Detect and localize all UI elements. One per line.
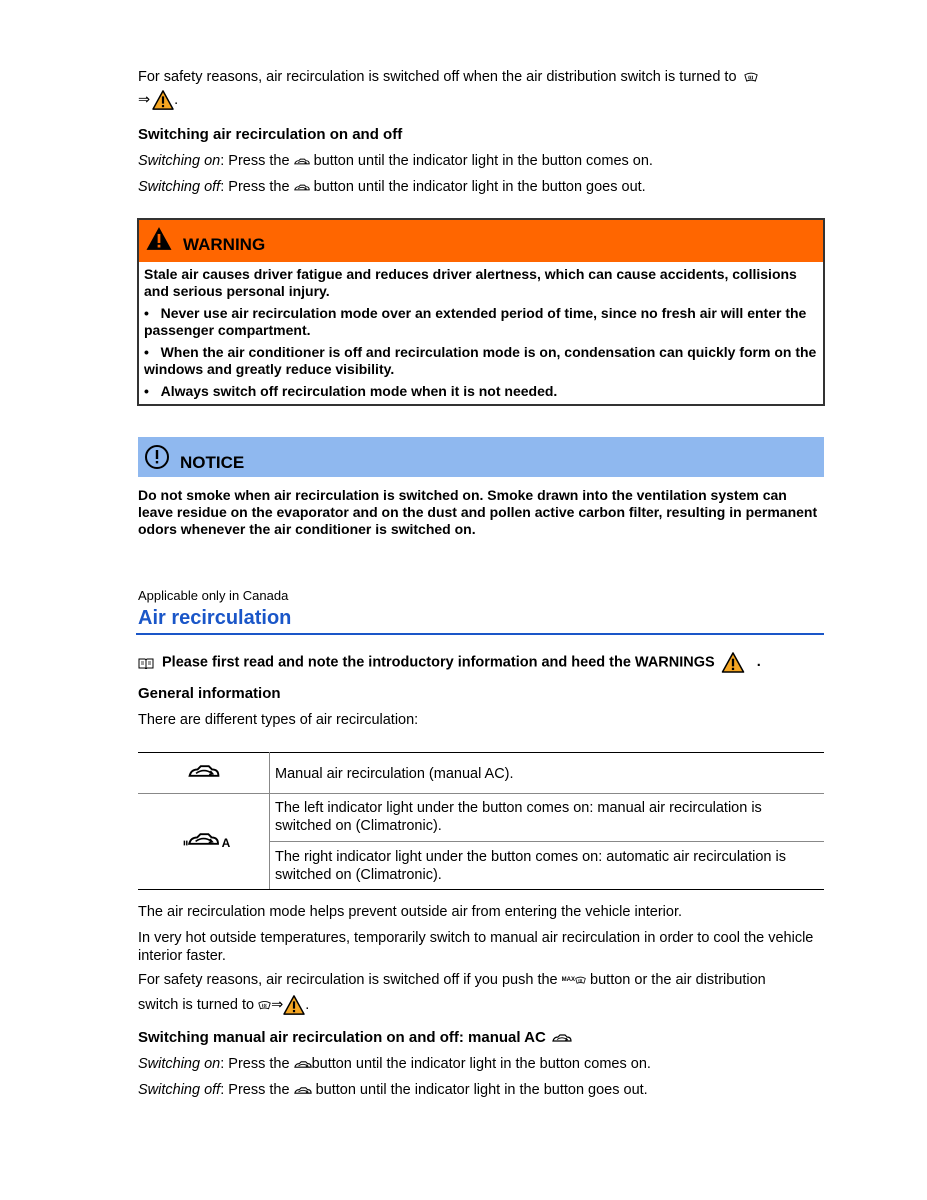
- notice-box: [138, 437, 824, 538]
- notice-title: NOTICE: [180, 453, 245, 472]
- intro-end: .: [174, 91, 179, 108]
- warning-bullet: [144, 344, 818, 378]
- table-text-cell: Manual air recirculation (manual AC).: [275, 766, 514, 782]
- warning-bullet: [144, 305, 818, 339]
- table-row: [138, 794, 824, 842]
- intro-paragraph: [138, 68, 824, 110]
- recirculation-types-table: [138, 752, 824, 890]
- car-recirculation-icon: [294, 157, 310, 166]
- section-heading: Switching manual air recirculation on and off: manual AC: [138, 1029, 546, 1046]
- bullet-text: When the air conditioner is off and recirculation mode is on, condensation can quickly form on the windows and greatly reduce visibility.: [144, 344, 817, 377]
- section-switching-recirculation: [138, 126, 824, 196]
- switching-on-text: : Press the: [220, 1056, 290, 1072]
- windshield-defrost-icon: [258, 1000, 271, 1011]
- warning-triangle-icon: [283, 995, 305, 1015]
- switching-off-text: : Press the: [220, 179, 290, 195]
- car-recirculation-icon: [552, 1033, 572, 1043]
- page-title: Air recirculation: [138, 607, 292, 629]
- paragraph: In very hot outside temperatures, temporarily switch to manual air recirculation in order to cool the vehicle interior faster.: [138, 930, 814, 964]
- open-book-icon: [138, 657, 154, 669]
- safety-text: For safety reasons, air recirculation is switched off if you push the: [138, 972, 558, 988]
- intro-text: For safety reasons, air recirculation is switched off when the air distribution switch is turned to: [138, 69, 737, 85]
- max-defrost-icon: [562, 971, 586, 989]
- notice-text: Do not smoke when air recirculation is switched on. Smoke drawn into the ventilation system can leave residue on the evaporator and on the dust and pollen active carbon filter, resulting in permanent odors whenever the air conditioner is switched on.: [138, 487, 818, 537]
- switching-on-label: Switching on: [138, 153, 221, 169]
- bullet-text: Never use air recirculation mode over an extended period of time, since no fresh air will enter the passenger compartment.: [144, 305, 807, 338]
- arrow-symbol: ⇒: [271, 997, 284, 1014]
- warning-triangle-icon: [721, 652, 745, 673]
- bullet-dot: •: [144, 305, 149, 321]
- windshield-defrost-icon: [744, 72, 758, 83]
- table-text-cell: The left indicator light under the button comes on: manual air recirculation is switched on (Climatronic).: [275, 800, 762, 834]
- warning-box: [137, 218, 825, 406]
- title-divider: [136, 633, 824, 635]
- read-first-text: Please first read and note the introductory information and heed the WARNINGS: [162, 654, 715, 671]
- switching-on-label: Switching on: [138, 1056, 221, 1072]
- warning-text: Stale air causes driver fatigue and reduces driver alertness, which can cause accidents, collisions and serious personal injury.: [144, 266, 797, 299]
- car-recirculation-icon: [186, 763, 222, 779]
- warning-body: [139, 262, 823, 404]
- car-recirculation-icon: [294, 183, 310, 192]
- auto-letter: A: [221, 836, 231, 851]
- paragraph: The air recirculation mode helps prevent outside air from entering the vehicle interior.: [138, 904, 683, 920]
- general-text: There are different types of air recirculation:: [138, 712, 419, 728]
- table-row: [138, 753, 824, 794]
- read-first-end: .: [756, 654, 761, 671]
- switching-on-rest: button until the indicator light in the button comes on.: [311, 1056, 651, 1072]
- car-recirculation-icon: [294, 1086, 312, 1095]
- table-icon-cell: [138, 753, 270, 794]
- exclamation-circle-icon: [144, 444, 170, 470]
- switching-on-text: : Press the: [220, 153, 290, 169]
- switching-off-label: Switching off: [138, 179, 221, 195]
- car-recirculation-auto-icon: [182, 831, 222, 847]
- switching-on-rest: button until the indicator light in the button comes on.: [313, 153, 653, 169]
- switching-off-label: Switching off: [138, 1082, 221, 1098]
- warning-title: WARNING: [183, 235, 266, 254]
- windshield-defrost-icon: [575, 976, 586, 985]
- read-first-note: [138, 652, 761, 673]
- table-text-cell: The right indicator light under the button comes on: automatic air recirculation is switched on (Climatronic).: [275, 849, 786, 883]
- bullet-dot: •: [144, 344, 149, 360]
- applicability-note: Applicable only in Canada: [138, 588, 289, 603]
- warning-bullet: [144, 383, 818, 400]
- safety-text-3: switch is turned to: [138, 997, 255, 1014]
- safety-text-2: button or the air distribution: [590, 972, 766, 988]
- warning-header: [139, 220, 823, 262]
- car-recirculation-icon: [294, 1060, 312, 1069]
- bullet-dot: •: [144, 383, 149, 399]
- warning-triangle-icon: [145, 226, 173, 251]
- section-manual-recirculation: [138, 1029, 824, 1099]
- bullet-text: Always switch off recirculation mode when it is not needed.: [160, 383, 558, 399]
- notice-header: [138, 437, 824, 477]
- max-label: MAX: [561, 977, 575, 984]
- section-heading: Switching air recirculation on and off: [138, 126, 403, 143]
- table-icon-cell: [138, 794, 270, 890]
- safety-paragraph: [138, 971, 824, 1015]
- general-heading: General information: [138, 685, 281, 702]
- warning-triangle-icon: [152, 90, 174, 110]
- switching-off-rest: button until the indicator light in the button goes out.: [313, 179, 646, 195]
- arrow-symbol: ⇒: [138, 91, 151, 108]
- safety-end: .: [305, 997, 310, 1014]
- switching-off-rest: button until the indicator light in the button goes out.: [315, 1082, 648, 1098]
- switching-off-text: : Press the: [220, 1082, 290, 1098]
